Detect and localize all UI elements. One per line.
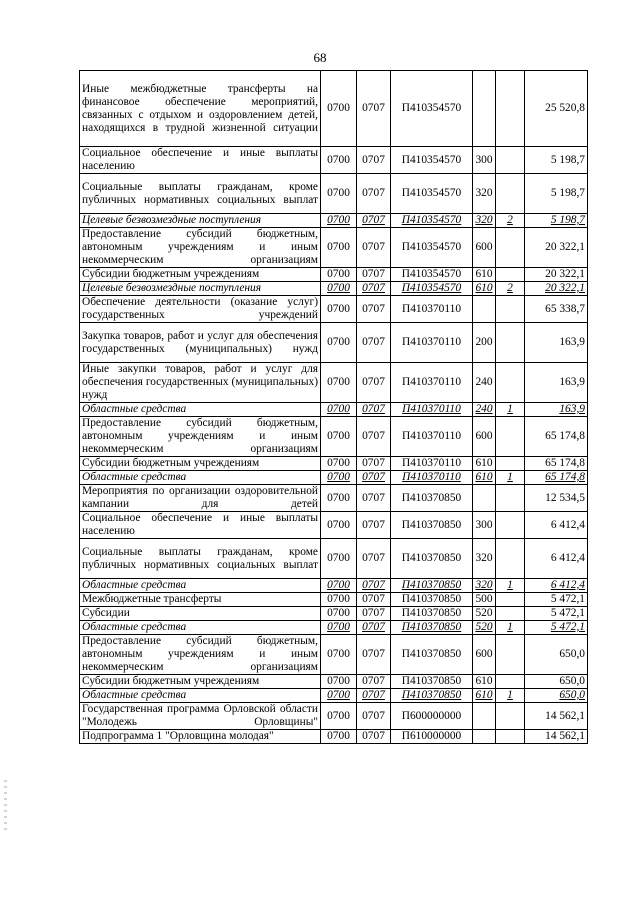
table-cell-section: 0700 <box>321 471 357 485</box>
table-cell-subsection: 0707 <box>357 593 391 607</box>
table-cell-expense-type <box>473 485 496 512</box>
table-cell-source: 2 <box>496 214 525 228</box>
table-cell-subsection: 0707 <box>357 417 391 457</box>
table-row <box>80 147 588 174</box>
table-cell-section: 0700 <box>321 579 357 593</box>
table-cell-amount: 12 534,5 <box>525 485 588 512</box>
table-cell-name: Иные межбюджетные трансферты на финансовое обеспечение мероприятий, связанных с отдыхом и оздоровлением детей, находящихся в трудной жизненной ситуации <box>80 71 321 147</box>
table-cell-expense-type: 520 <box>473 607 496 621</box>
table-cell-target-article: П410370850 <box>391 635 473 675</box>
table-cell-source <box>496 71 525 147</box>
table-cell-section: 0700 <box>321 539 357 579</box>
table-cell-target-article: П410354570 <box>391 228 473 268</box>
table-row <box>80 621 588 635</box>
table-cell-amount: 6 412,4 <box>525 512 588 539</box>
table-cell-amount: 5 472,1 <box>525 621 588 635</box>
table-cell-source: 1 <box>496 621 525 635</box>
table-cell-expense-type <box>473 730 496 744</box>
table-cell-source <box>496 607 525 621</box>
table-cell-name: Предоставление субсидий бюджетным, автономным учреждениям и иным некоммерческим организациям <box>80 635 321 675</box>
table-row <box>80 403 588 417</box>
table-cell-expense-type: 200 <box>473 323 496 363</box>
table-cell-source <box>496 174 525 214</box>
table-cell-target-article: П410354570 <box>391 147 473 174</box>
table-cell-name: Целевые безвозмездные поступления <box>80 214 321 228</box>
table-cell-target-article: П410370850 <box>391 539 473 579</box>
table-cell-amount: 65 174,8 <box>525 471 588 485</box>
table-cell-section: 0700 <box>321 403 357 417</box>
table-cell-amount: 5 198,7 <box>525 147 588 174</box>
table-cell-amount: 20 322,1 <box>525 268 588 282</box>
table-cell-section: 0700 <box>321 730 357 744</box>
table-cell-source <box>496 730 525 744</box>
table-cell-source <box>496 147 525 174</box>
table-row <box>80 703 588 730</box>
table-cell-subsection: 0707 <box>357 703 391 730</box>
table-cell-name: Межбюджетные трансферты <box>80 593 321 607</box>
table-cell-source: 2 <box>496 282 525 296</box>
table-cell-expense-type: 600 <box>473 417 496 457</box>
table-cell-section: 0700 <box>321 71 357 147</box>
table-cell-section: 0700 <box>321 147 357 174</box>
table-cell-section: 0700 <box>321 703 357 730</box>
table-cell-amount: 25 520,8 <box>525 71 588 147</box>
table-cell-expense-type: 520 <box>473 621 496 635</box>
table-cell-target-article: П410370850 <box>391 593 473 607</box>
table-row <box>80 730 588 744</box>
table-cell-amount: 6 412,4 <box>525 539 588 579</box>
table-cell-section: 0700 <box>321 593 357 607</box>
table-cell-target-article: П410354570 <box>391 282 473 296</box>
table-cell-name: Предоставление субсидий бюджетным, автономным учреждениям и иным некоммерческим организациям <box>80 417 321 457</box>
table-cell-target-article: П410370850 <box>391 512 473 539</box>
table-cell-name: Областные средства <box>80 579 321 593</box>
table-row <box>80 296 588 323</box>
table-cell-section: 0700 <box>321 268 357 282</box>
table-row <box>80 579 588 593</box>
table-row <box>80 214 588 228</box>
table-cell-subsection: 0707 <box>357 403 391 417</box>
table-cell-name: Субсидии бюджетным учреждениям <box>80 268 321 282</box>
table-cell-target-article: П600000000 <box>391 703 473 730</box>
table-cell-target-article: П410354570 <box>391 71 473 147</box>
table-cell-source <box>496 675 525 689</box>
table-cell-section: 0700 <box>321 417 357 457</box>
table-cell-target-article: П410370850 <box>391 607 473 621</box>
table-cell-target-article: П410370850 <box>391 689 473 703</box>
table-cell-subsection: 0707 <box>357 147 391 174</box>
table-cell-amount: 163,9 <box>525 403 588 417</box>
table-cell-name: Субсидии бюджетным учреждениям <box>80 675 321 689</box>
table-row <box>80 71 588 147</box>
table-cell-name: Областные средства <box>80 689 321 703</box>
table-cell-expense-type: 610 <box>473 689 496 703</box>
table-cell-target-article: П410370850 <box>391 579 473 593</box>
table-cell-amount: 5 472,1 <box>525 593 588 607</box>
table-cell-target-article: П410370110 <box>391 323 473 363</box>
table-cell-amount: 14 562,1 <box>525 730 588 744</box>
table-row <box>80 363 588 403</box>
table-cell-name: Областные средства <box>80 403 321 417</box>
table-cell-source <box>496 296 525 323</box>
table-cell-target-article: П410370110 <box>391 457 473 471</box>
table-cell-subsection: 0707 <box>357 512 391 539</box>
table-cell-subsection: 0707 <box>357 457 391 471</box>
table-cell-subsection: 0707 <box>357 174 391 214</box>
table-cell-expense-type: 300 <box>473 512 496 539</box>
table-row <box>80 268 588 282</box>
table-cell-section: 0700 <box>321 296 357 323</box>
table-cell-target-article: П410354570 <box>391 268 473 282</box>
table-cell-name: Субсидии <box>80 607 321 621</box>
table-row <box>80 635 588 675</box>
table-cell-target-article: П410370850 <box>391 485 473 512</box>
table-cell-target-article: П410370110 <box>391 403 473 417</box>
table-cell-section: 0700 <box>321 323 357 363</box>
table-cell-source <box>496 593 525 607</box>
table-cell-source <box>496 457 525 471</box>
table-cell-source: 1 <box>496 579 525 593</box>
table-cell-subsection: 0707 <box>357 296 391 323</box>
table-cell-expense-type: 240 <box>473 363 496 403</box>
table-cell-subsection: 0707 <box>357 71 391 147</box>
table-row <box>80 689 588 703</box>
table-row <box>80 593 588 607</box>
table-cell-section: 0700 <box>321 282 357 296</box>
table-cell-subsection: 0707 <box>357 621 391 635</box>
table-cell-expense-type: 240 <box>473 403 496 417</box>
table-cell-amount: 65 174,8 <box>525 457 588 471</box>
table-cell-target-article: П410370110 <box>391 296 473 323</box>
table-cell-expense-type: 600 <box>473 635 496 675</box>
table-cell-name: Целевые безвозмездные поступления <box>80 282 321 296</box>
table-cell-name: Мероприятия по организации оздоровительной кампании для детей <box>80 485 321 512</box>
table-cell-subsection: 0707 <box>357 635 391 675</box>
table-cell-expense-type: 610 <box>473 471 496 485</box>
table-cell-section: 0700 <box>321 689 357 703</box>
budget-table <box>79 70 588 744</box>
table-row <box>80 174 588 214</box>
table-row <box>80 607 588 621</box>
table-cell-subsection: 0707 <box>357 471 391 485</box>
table-cell-amount: 5 472,1 <box>525 607 588 621</box>
table-cell-target-article: П410370110 <box>391 417 473 457</box>
table-cell-source <box>496 323 525 363</box>
table-cell-subsection: 0707 <box>357 268 391 282</box>
table-cell-amount: 650,0 <box>525 675 588 689</box>
table-row <box>80 471 588 485</box>
table-cell-name: Областные средства <box>80 471 321 485</box>
table-cell-amount: 5 198,7 <box>525 174 588 214</box>
table-cell-subsection: 0707 <box>357 323 391 363</box>
table-cell-subsection: 0707 <box>357 214 391 228</box>
table-cell-target-article: П410354570 <box>391 214 473 228</box>
table-cell-expense-type: 320 <box>473 214 496 228</box>
table-cell-expense-type: 610 <box>473 268 496 282</box>
table-cell-source <box>496 417 525 457</box>
table-cell-expense-type: 610 <box>473 282 496 296</box>
table-cell-target-article: П410354570 <box>391 174 473 214</box>
table-cell-subsection: 0707 <box>357 363 391 403</box>
table-cell-expense-type: 500 <box>473 593 496 607</box>
table-cell-name: Предоставление субсидий бюджетным, автономным учреждениям и иным некоммерческим организациям <box>80 228 321 268</box>
table-row <box>80 512 588 539</box>
table-cell-name: Закупка товаров, работ и услуг для обеспечения государственных (муниципальных) нужд <box>80 323 321 363</box>
table-cell-name: Социальные выплаты гражданам, кроме публичных нормативных социальных выплат <box>80 174 321 214</box>
table-cell-section: 0700 <box>321 485 357 512</box>
table-cell-section: 0700 <box>321 214 357 228</box>
table-cell-target-article: П410370110 <box>391 363 473 403</box>
table-cell-source: 1 <box>496 471 525 485</box>
table-cell-subsection: 0707 <box>357 282 391 296</box>
table-cell-subsection: 0707 <box>357 228 391 268</box>
table-row <box>80 457 588 471</box>
table-cell-amount: 20 322,1 <box>525 282 588 296</box>
table-cell-subsection: 0707 <box>357 730 391 744</box>
table-cell-section: 0700 <box>321 228 357 268</box>
table-cell-expense-type: 320 <box>473 579 496 593</box>
table-cell-section: 0700 <box>321 174 357 214</box>
table-cell-section: 0700 <box>321 621 357 635</box>
table-cell-expense-type: 320 <box>473 174 496 214</box>
table-cell-source: 1 <box>496 403 525 417</box>
table-cell-name: Социальное обеспечение и иные выплаты населению <box>80 512 321 539</box>
table-cell-section: 0700 <box>321 512 357 539</box>
table-cell-expense-type: 600 <box>473 228 496 268</box>
table-cell-subsection: 0707 <box>357 579 391 593</box>
table-cell-source <box>496 635 525 675</box>
table-cell-expense-type: 610 <box>473 675 496 689</box>
table-cell-target-article: П610000000 <box>391 730 473 744</box>
table-row <box>80 323 588 363</box>
table-cell-subsection: 0707 <box>357 607 391 621</box>
table-cell-name: Государственная программа Орловской области "Молодежь Орловщины" <box>80 703 321 730</box>
page-number: 68 <box>313 50 327 65</box>
table-cell-source <box>496 703 525 730</box>
table-cell-amount: 20 322,1 <box>525 228 588 268</box>
table-cell-amount: 14 562,1 <box>525 703 588 730</box>
table-cell-source <box>496 268 525 282</box>
table-row <box>80 417 588 457</box>
table-cell-expense-type <box>473 296 496 323</box>
table-cell-amount: 650,0 <box>525 635 588 675</box>
table-cell-source <box>496 485 525 512</box>
table-cell-name: Областные средства <box>80 621 321 635</box>
table-cell-source <box>496 539 525 579</box>
table-cell-subsection: 0707 <box>357 689 391 703</box>
table-cell-source <box>496 363 525 403</box>
table-cell-section: 0700 <box>321 457 357 471</box>
table-cell-name: Обеспечение деятельности (оказание услуг) государственных учреждений <box>80 296 321 323</box>
table-cell-amount: 650,0 <box>525 689 588 703</box>
table-cell-name: Социальные выплаты гражданам, кроме публичных нормативных социальных выплат <box>80 539 321 579</box>
table-cell-section: 0700 <box>321 635 357 675</box>
table-cell-section: 0700 <box>321 363 357 403</box>
table-cell-source: 1 <box>496 689 525 703</box>
table-row <box>80 675 588 689</box>
table-cell-expense-type: 300 <box>473 147 496 174</box>
table-cell-target-article: П410370850 <box>391 621 473 635</box>
scan-artifact <box>4 780 7 830</box>
table-cell-section: 0700 <box>321 675 357 689</box>
table-row <box>80 282 588 296</box>
table-cell-source <box>496 228 525 268</box>
table-cell-amount: 163,9 <box>525 363 588 403</box>
table-cell-amount: 163,9 <box>525 323 588 363</box>
table-cell-name: Подпрограмма 1 "Орловщина молодая" <box>80 730 321 744</box>
table-cell-target-article: П410370110 <box>391 471 473 485</box>
table-row <box>80 228 588 268</box>
table-cell-subsection: 0707 <box>357 539 391 579</box>
table-cell-amount: 5 198,7 <box>525 214 588 228</box>
table-cell-name: Субсидии бюджетным учреждениям <box>80 457 321 471</box>
table-cell-subsection: 0707 <box>357 675 391 689</box>
table-cell-name: Иные закупки товаров, работ и услуг для обеспечения государственных (муниципальных) нужд <box>80 363 321 403</box>
table-row <box>80 539 588 579</box>
table-cell-expense-type: 610 <box>473 457 496 471</box>
table-cell-amount: 65 174,8 <box>525 417 588 457</box>
table-cell-expense-type <box>473 703 496 730</box>
table-cell-section: 0700 <box>321 607 357 621</box>
table-cell-name: Социальное обеспечение и иные выплаты населению <box>80 147 321 174</box>
table-cell-subsection: 0707 <box>357 485 391 512</box>
table-cell-expense-type <box>473 71 496 147</box>
table-cell-amount: 6 412,4 <box>525 579 588 593</box>
table-cell-amount: 65 338,7 <box>525 296 588 323</box>
table-cell-expense-type: 320 <box>473 539 496 579</box>
budget-table-body <box>80 71 588 744</box>
table-cell-target-article: П410370850 <box>391 675 473 689</box>
table-cell-source <box>496 512 525 539</box>
table-row <box>80 485 588 512</box>
